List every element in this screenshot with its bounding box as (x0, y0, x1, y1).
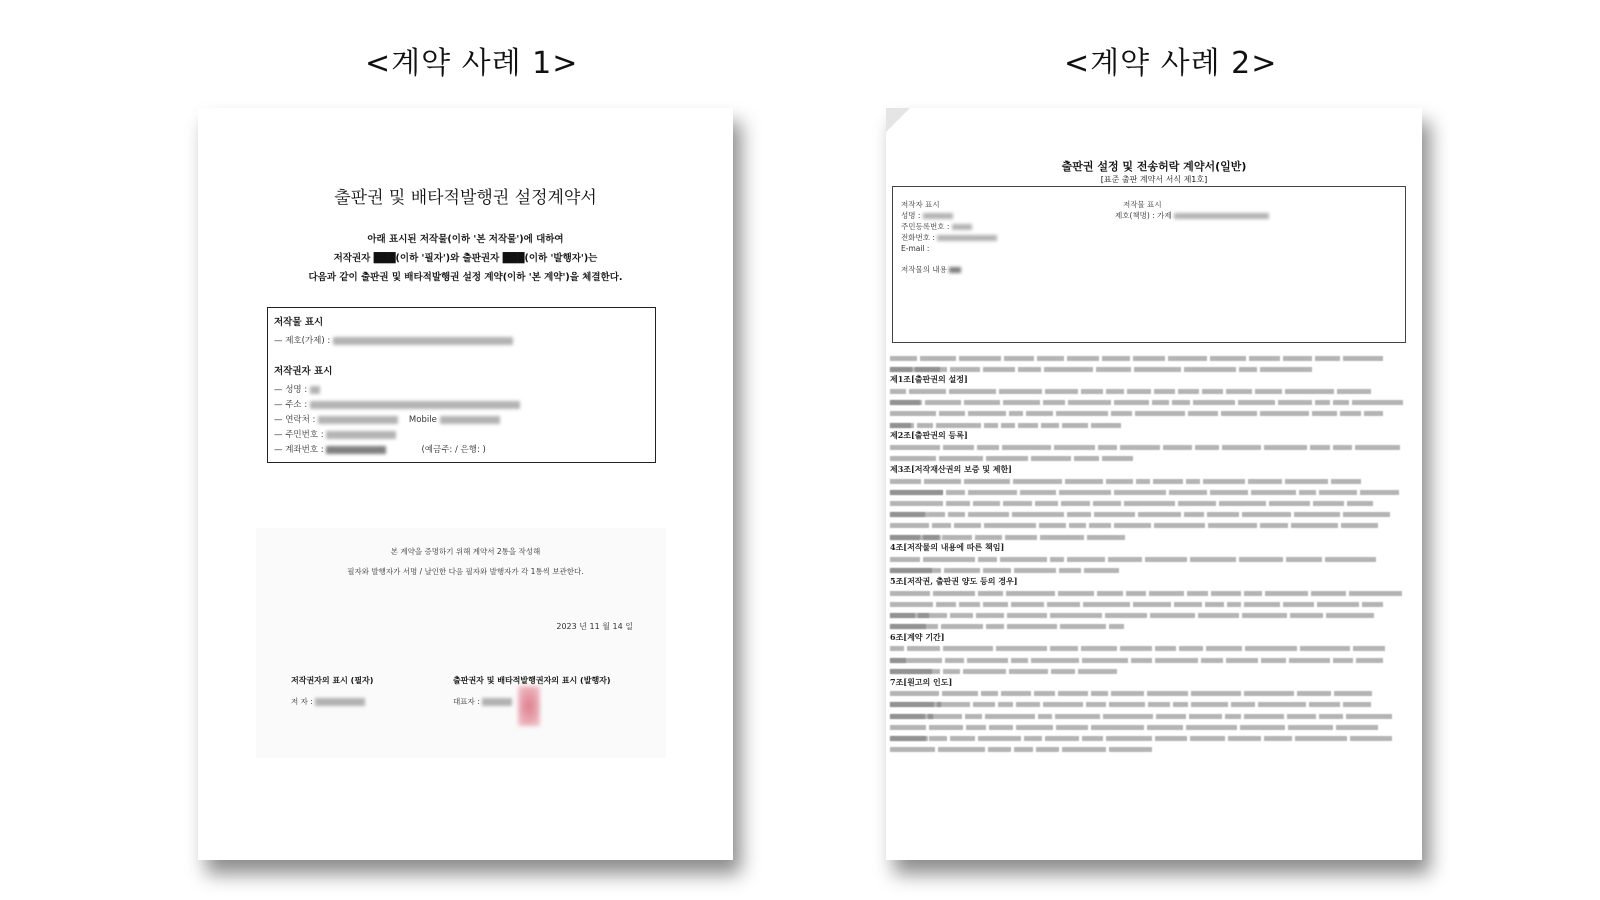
content-label-2: 저작물의 내용 (901, 265, 947, 274)
illegible-text-line (890, 408, 1406, 419)
redacted-text (937, 235, 997, 241)
name-label-2: 성명 : (901, 211, 921, 220)
account-label: — 계좌번호 : (274, 445, 324, 455)
redacted-text (326, 446, 386, 454)
illegible-text-line (890, 386, 1406, 397)
address-label: — 주소 : (274, 400, 308, 410)
publisher-signature-label (453, 696, 512, 707)
phone-row-2 (901, 232, 997, 243)
contract-document-2 (886, 108, 1422, 860)
account-extra: (예금주: / 은행: ) (421, 445, 486, 455)
redacted-text (318, 416, 398, 424)
redacted-text (310, 386, 320, 394)
phone-label-2: 전화번호 : (901, 233, 935, 242)
id-row-2 (901, 221, 997, 232)
section-heading: 제2조[출판권의 등록] (890, 430, 968, 441)
closing-line-2: 필자와 발행자가 서명 / 날인한 다음 필자와 발행자가 각 1통씩 보관한다. (347, 567, 584, 576)
work-heading-2: 저작물 표시 (1123, 200, 1162, 209)
illegible-text-line (890, 643, 1406, 654)
name-row-2 (901, 210, 997, 221)
section-heading: 6조[계약 기간] (890, 631, 945, 642)
illegible-text-line (890, 744, 1406, 755)
work-title-label-2: 제호(책명) : 가제 (1115, 211, 1172, 220)
doc1-intro (198, 230, 733, 287)
doc1-intro-line3: 다음과 같이 출판권 및 배타적발행권 설정 계약(이하 '본 계약')을 체결한다. (308, 272, 623, 283)
contact-label: — 연락처 : (274, 415, 316, 425)
section-heading: 제3조[저작재산권의 보증 및 제한] (890, 463, 1012, 474)
author-heading: 저작권자 표시 (274, 366, 333, 377)
name-row (274, 383, 649, 398)
closing-line-1: 본 계약을 증명하기 위해 계약서 2통을 작성해 (390, 547, 541, 556)
doc2-title: 출판권 설정 및 전송허락 계약서(일반) (1061, 160, 1247, 173)
id-label-2: 주민등록번호 : (901, 222, 950, 231)
contract-date: 2023 년 11 월 14 일 (556, 622, 633, 631)
illegible-text-line (890, 509, 1406, 520)
illegible-text-line (890, 531, 1406, 542)
illegible-text-line (890, 553, 1406, 564)
illegible-text-line (890, 688, 1406, 699)
id-row (274, 428, 649, 443)
doc1-title: 출판권 및 배타적발행권 설정계약서 (334, 188, 597, 208)
section-heading: 4조[저작물의 내용에 따른 책임] (890, 542, 1005, 553)
author-heading-2: 저작자 표시 (901, 200, 940, 209)
work-title-label: — 제호(가제) : (274, 336, 331, 346)
content-row-2 (901, 264, 997, 275)
doc2-info-box (892, 186, 1406, 343)
redacted-text (949, 267, 961, 273)
contract-document-1 (198, 108, 733, 860)
redacted-text (482, 698, 512, 706)
illegible-text-line (890, 486, 1406, 497)
contact-row (274, 413, 649, 428)
case-2-caption: <계약 사례 2> (1064, 46, 1278, 81)
email-label-2: E-mail : (901, 244, 930, 253)
illegible-text-line (890, 565, 1406, 576)
illegible-text-line (890, 475, 1406, 486)
illegible-text-line (890, 654, 1406, 665)
redacted-text (1174, 213, 1269, 219)
section-heading: 7조[원고의 인도] (890, 676, 953, 687)
illegible-text-line (890, 732, 1406, 743)
illegible-text-line (890, 598, 1406, 609)
doc1-info-box (267, 307, 656, 463)
author-signature-heading: 저작권자의 표시 (필자) (291, 676, 374, 685)
author-label-text: 저 자 : (291, 697, 313, 706)
doc2-subtitle: [표준 출판 계약서 서식 제1호] (1100, 175, 1208, 184)
doc1-intro-line2: 저작권자 ███(이하 '필자')와 출판권자 ███(이하 '발행자')는 (333, 253, 598, 264)
illegible-text-line (890, 609, 1406, 620)
doc1-intro-line1: 아래 표시된 저작물(이하 '본 저작물')에 대하여 (367, 234, 564, 245)
signature-area (256, 528, 666, 758)
section-heading: 5조[저작권, 출판권 양도 등의 경우] (890, 575, 1018, 586)
id-label: — 주민번호 : (274, 430, 324, 440)
folded-corner (886, 108, 910, 132)
publisher-signature-heading: 출판권자 및 배타적발행권자의 표시 (발행자) (453, 676, 611, 685)
section-heading: 제1조[출판권의 설정] (890, 374, 968, 385)
case-1-caption: <계약 사례 1> (365, 46, 579, 81)
redacted-text (952, 224, 972, 230)
account-row (274, 443, 649, 458)
redacted-text (326, 431, 396, 439)
work-title-row (274, 334, 649, 349)
illegible-text-line (890, 520, 1406, 531)
illegible-text-line (890, 587, 1406, 598)
illegible-text-line (890, 363, 1406, 374)
name-label: — 성명 : (274, 385, 308, 395)
illegible-text-line (890, 699, 1406, 710)
publisher-label-text: 대표자 : (453, 697, 480, 706)
redacted-seal (518, 686, 540, 726)
work-heading: 저작물 표시 (274, 317, 324, 328)
redacted-text (333, 337, 513, 345)
illegible-text-line (890, 352, 1406, 363)
redacted-text (310, 401, 520, 409)
work-title-row-2 (1115, 210, 1269, 221)
illegible-text-line (890, 721, 1406, 732)
redacted-text (923, 213, 953, 219)
illegible-text-line (890, 453, 1406, 464)
redacted-text (315, 698, 365, 706)
doc2-body-text (890, 352, 1406, 755)
illegible-text-line (890, 397, 1406, 408)
mobile-label: Mobile (408, 415, 437, 425)
illegible-text-line (890, 442, 1406, 453)
illegible-text-line (890, 665, 1406, 676)
illegible-text-line (890, 497, 1406, 508)
author-signature-label (291, 696, 365, 707)
email-row-2 (901, 243, 997, 254)
address-row (274, 398, 649, 413)
illegible-text-line (890, 710, 1406, 721)
illegible-text-line (890, 419, 1406, 430)
redacted-text (440, 416, 500, 424)
illegible-text-line (890, 621, 1406, 632)
